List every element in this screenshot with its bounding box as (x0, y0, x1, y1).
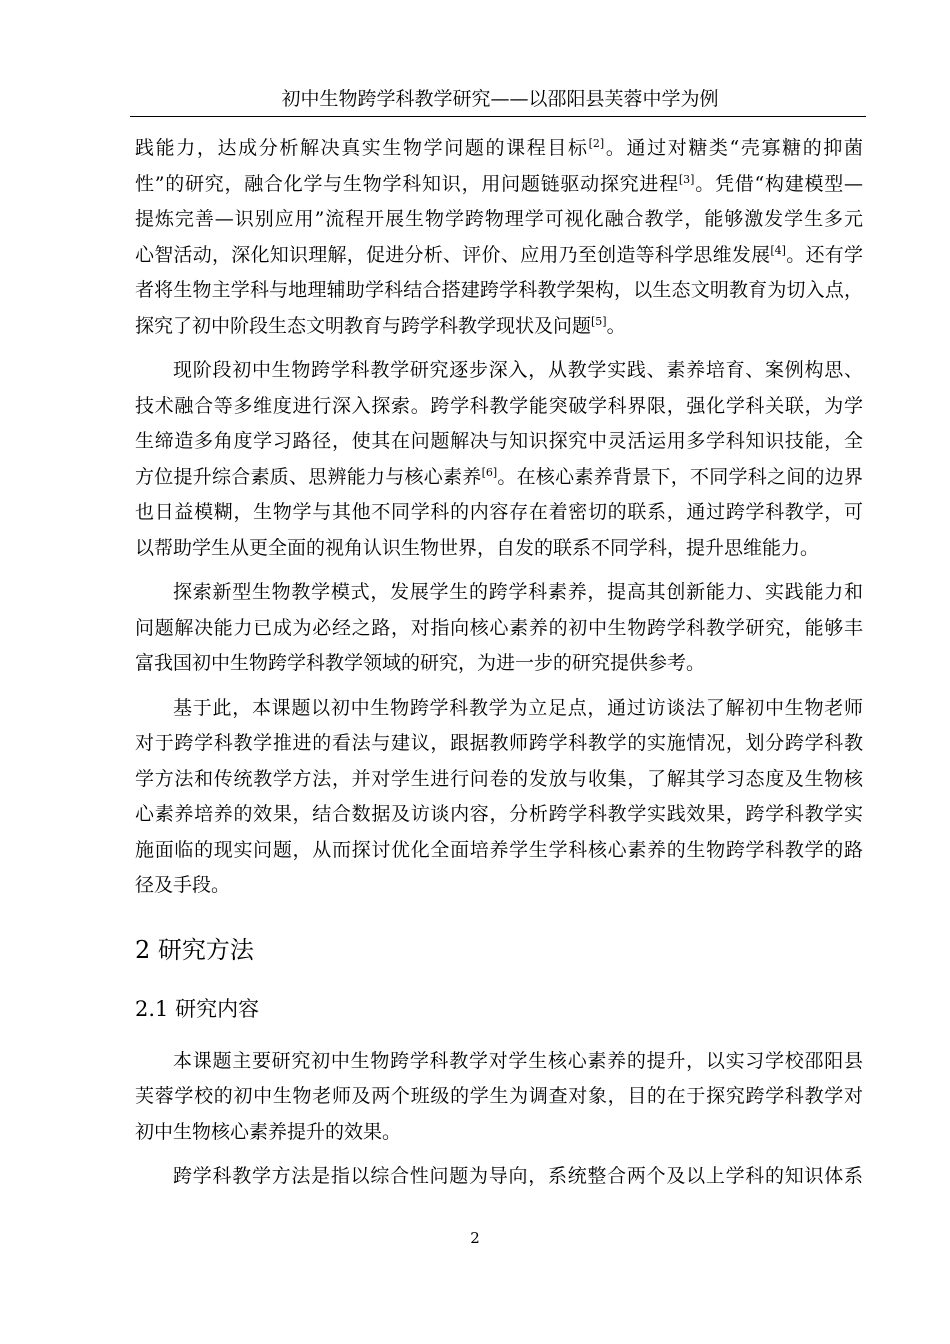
text-line: 富我国初中生物跨学科教学领域的研究，为进一步的研究提供参考。 (135, 652, 706, 674)
text-line: 芙蓉学校的初中生物老师及两个班级的学生为调查对象，目的在于探究跨学科教学对 (135, 1085, 863, 1107)
text-line: 探究了初中阶段生态文明教育与跨学科教学现状及问题[5]。 (135, 314, 626, 337)
citation-ref: [4] (770, 243, 786, 257)
section-heading: 2 研究方法 (135, 935, 254, 964)
text-line: 本课题主要研究初中生物跨学科教学对学生核心素养的提升，以实习学校邵阳县 (173, 1049, 863, 1072)
citation-ref: [3] (678, 172, 695, 186)
text-line: 提炼完善—识别应用”流程开展生物学跨物理学可视化融合教学，能够激发学生多元 (135, 208, 863, 230)
citation-ref: [5] (591, 314, 607, 328)
header-rule (130, 116, 866, 117)
text-line: 初中生物核心素养提升的效果。 (135, 1120, 402, 1143)
text-line: 也日益模糊，生物学与其他不同学科的内容存在着密切的联系，通过跨学科教学，可 (135, 501, 863, 523)
paragraph (135, 131, 863, 344)
text-line: 技术融合等多维度进行深入探索。跨学科教学能突破学科界限，强化学科关联，为学 (135, 394, 863, 417)
text-line: 径及手段。 (135, 874, 231, 896)
text-line: 生缔造多角度学习路径，使其在问题解决与知识探究中灵活运用多学科知识技能，全 (135, 430, 863, 452)
text-line: 学方法和传统教学方法，并对学生进行问卷的发放与收集，了解其学习态度及生物核 (135, 767, 863, 790)
page-number: 2 (470, 1229, 480, 1247)
text-line: 问题解决能力已成为必经之路，对指向核心素养的初中生物跨学科教学研究，能够丰 (135, 616, 863, 639)
paragraph (135, 1044, 863, 1151)
text-line: 方位提升综合素质、思辨能力与核心素养[6]。在核心素养背景下，不同学科之间的边界 (135, 465, 863, 488)
text-line: 心智活动，深化知识理解，促进分析、评价、应用乃至创造等科学思维发展[4]。还有学 (135, 243, 863, 266)
page-body (135, 131, 863, 1195)
subsection-heading: 2.1 研究内容 (135, 996, 260, 1021)
paragraph (135, 353, 863, 566)
text-line: 践能力，达成分析解决真实生物学问题的课程目标[2]。通过对糖类“壳寡糖的抑菌 (135, 137, 863, 159)
text-line: 探索新型生物教学模式，发展学生的跨学科素养，提高其创新能力、实践能力和 (173, 581, 863, 603)
intro-paragraphs (135, 131, 863, 904)
text-line: 跨学科教学方法是指以综合性问题为导向，系统整合两个及以上学科的知识体系 (173, 1165, 863, 1187)
paragraph (135, 1159, 863, 1195)
paragraph (135, 575, 863, 682)
text-line: 现阶段初中生物跨学科教学研究逐步深入，从教学实践、素养培育、案例构思、 (173, 359, 863, 381)
text-line: 对于跨学科教学推进的看法与建议，跟据教师跨学科教学的实施情况，划分跨学科教 (135, 732, 863, 754)
text-line: 施面临的现实问题，从而探讨优化全面培养学生学科核心素养的生物跨学科教学的路 (135, 838, 863, 861)
text-line: 以帮助学生从更全面的视角认识生物世界，自发的联系不同学科，提升思维能力。 (135, 536, 820, 559)
text-line: 心素养培养的效果，结合数据及访谈内容，分析跨学科教学实践效果，跨学科教学实 (135, 803, 863, 825)
citation-ref: [6] (481, 465, 498, 479)
text-line: 者将生物主学科与地理辅助学科结合搭建跨学科教学架构，以生态文明教育为切入点， (135, 279, 863, 301)
text-line: 性”的研究，融合化学与生物学科知识，用问题链驱动探究进程[3]。凭借“构建模型— (135, 172, 864, 195)
paragraph (135, 691, 863, 904)
running-header: 初中生物跨学科教学研究——以邵阳县芙蓉中学为例 (281, 88, 719, 110)
text-line: 基于此，本课题以初中生物跨学科教学为立足点，通过访谈法了解初中生物老师 (173, 696, 863, 719)
section-paragraphs (135, 1044, 863, 1195)
citation-ref: [2] (588, 137, 605, 150)
